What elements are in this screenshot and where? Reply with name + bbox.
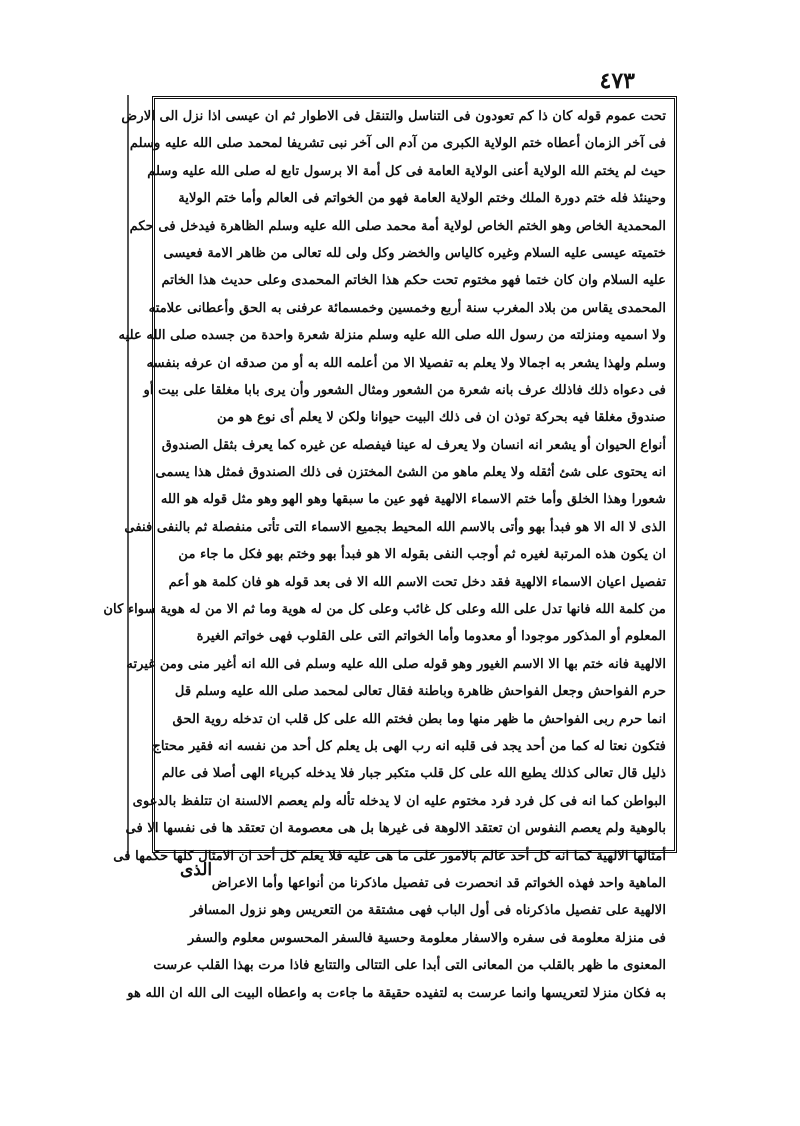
- text-line: المعنوى ما ظهر بالقلب من المعانى التى أبدا على التتالى والتتابع فاذا مرت بهذا القلب عرست: [153, 958, 666, 974]
- text-line: صندوق مغلقا فيه بحركة توذن ان فى ذلك البيت حيوانا ولكن لا يعلم أى نوع هو من: [217, 410, 666, 426]
- text-line: تحت عموم قوله كان ذا كم تعودون فى التناسل والتنقل فى الاطوار ثم ان عيسى اذا نزل الى الارض: [121, 109, 666, 124]
- text-line: عليه السلام وان كان ختما فهو مختوم تحت حكم هذا الخاتم المحمدى وعلى حديث هذا الخاتم: [161, 273, 666, 289]
- text-line: أنواع الحيوان أو يشعر انه انسان ولا يعرف له عينا فيفصله عن غيره كما يعرف بثقل الصندوق: [161, 437, 666, 453]
- text-line: المحمدية الخاص وهو الختم الخاص لولاية أمة محمد صلى الله عليه وسلم الظاهرة فيدخل فى حكم: [129, 218, 666, 234]
- text-line: ان يكون هذه المرتبة لغيره ثم أوجب النفى بقوله الا هو فبدأ بهو وختم بهو فكل ما جاء من: [178, 547, 666, 563]
- margin-rule: [127, 95, 129, 860]
- text-line: البواطن كما انه فى كل فرد فرد مختوم عليه ان لا يدخله تأله ولم يعصم الالسنة ان تتلفظ بالدعوى: [132, 793, 666, 809]
- text-line: ختميته عيسى عليه السلام وغيره كالياس والخضر وكل ولى لله تعالى من ظاهر الامة فعيسى: [163, 245, 666, 261]
- catchword: الذى: [180, 860, 213, 880]
- text-line: ذليل قال تعالى كذلك يطبع الله على كل قلب متكبر جبار فلا يدخله كبرياء الهى أصلا فى عالم: [161, 766, 666, 782]
- text-line: وسلم ولهذا يشعر به اجمالا ولا يعلم به تفصيلا الا من أعلمه الله به أو من صدقه ان عرفه بنفسه: [146, 355, 666, 371]
- page-number: ٤٧٣: [599, 68, 635, 94]
- text-line: حيث لم يختم الله الولاية أعنى الولاية العامة فى كل أمة الا برسول تابع له صلى الله عليه وسلم: [147, 163, 666, 179]
- text-line: بالوهية ولم يعصم النفوس ان تعتقد الالوهة فى غيرها بل هى معصومة ان تعتقد ها فى نفسها الا فى: [125, 821, 666, 837]
- text-line: المعلوم أو المذكور موجودا أو معدوما وأما الخواتم التى على القلوب فهى خواتم الغيرة: [196, 629, 666, 645]
- text-line: تفصيل اعيان الاسماء الالهية فقد دخل تحت الاسم الله الا فى بعد قوله هو فان كلمة هو أعم: [168, 574, 666, 590]
- text-line: المحمدى يقاس من بلاد المغرب سنة أربع وخمسين وخمسمائة عرفنى به الحق وأعطانى علامته: [148, 300, 666, 316]
- text-line: انه يحتوى على شئ أثقله ولا يعلم ماهو من الشئ المختزن فى ذلك الصندوق فمثل هذا يسمى: [155, 465, 666, 481]
- text-line: به فكان منزلا لتعريسها وانما عرست به لتفيده حقيقة ما جاءت به واعطاه البيت الى الله ان الله هو: [127, 985, 666, 1001]
- text-line: فتكون نعتا له كما من أحد يجد فى قلبه انه رب الهى بل يعلم كل أحد من نفسه انه فقير محتاج: [152, 738, 666, 754]
- text-line: فى منزلة معلومة فى سفره والاسفار معلومة وحسية فالسفر المحسوس معلوم والسفر: [188, 930, 666, 946]
- text-line: الالهية فانه ختم بها الا الاسم الغيور وهو قوله صلى الله عليه وسلم فى الله انه أغير منى ومن غيرته: [126, 656, 666, 672]
- text-line: الماهية واحد فهذه الخواتم قد انحصرت فى تفصيل ماذكرنا من أنواعها وأما الاعراض: [211, 875, 666, 891]
- text-line: الالهية على تفصيل ماذكرناه فى أول الباب فهى مشتقة من التعريس وهو نزول المسافر: [190, 903, 666, 919]
- text-line: فى آخر الزمان أعطاه ختم الولاية الكبرى من آدم الى آخر نبى تشريفا لمحمد صلى الله عليه وسلم: [129, 136, 666, 152]
- text-line: أمثالها الالهية كما انه كل أحد عالم بالامور على ما هى عليه فلا يعلم كل أحد ان الامثال كلها حكمها فى: [113, 848, 666, 864]
- text-line: حرم الفواحش وجعل الفواحش ظاهرة وباطنة فقال تعالى لمحمد صلى الله عليه وسلم قل: [174, 684, 666, 700]
- text-line: وحينئذ فله ختم دورة الملك وختم الولاية العامة فهو من الخواتم فى العالم وأما ختم الولاية: [178, 191, 666, 207]
- text-line: انما حرم ربى الفواحش ما ظهر منها وما بطن فختم الله على كل قلب ان تدخله روية الحق: [172, 711, 666, 727]
- text-line: شعورا وهذا الخلق وأما ختم الاسماء الالهية فهو عين ما سبقها وهو الهو وهو مثل قوله هو الله: [160, 492, 666, 508]
- text-line: ولا اسميه ومنزلته من رسول الله صلى الله عليه وسلم منزلة شعرة واحدة من جسده صلى الله عليه: [118, 328, 666, 344]
- text-line: الذى لا اله الا هو فبدأ بهو وأتى بالاسم الله المحيط بجميع الاسماء التى تأتى منفصلة ثم بالنفى فنفى: [124, 519, 666, 535]
- text-line: من كلمة الله فانها تدل على الله وعلى كل غائب وعلى كل من له هوية وما ثم الا من له هوية سواء كان: [103, 602, 666, 618]
- text-line: فى دعواه ذلك فاذلك عرف بانه شعرة من الشعور ومثال الشعور وأن يرى بابا مغلقا على بيت أو: [143, 382, 666, 398]
- text-frame: [103, 96, 677, 1001]
